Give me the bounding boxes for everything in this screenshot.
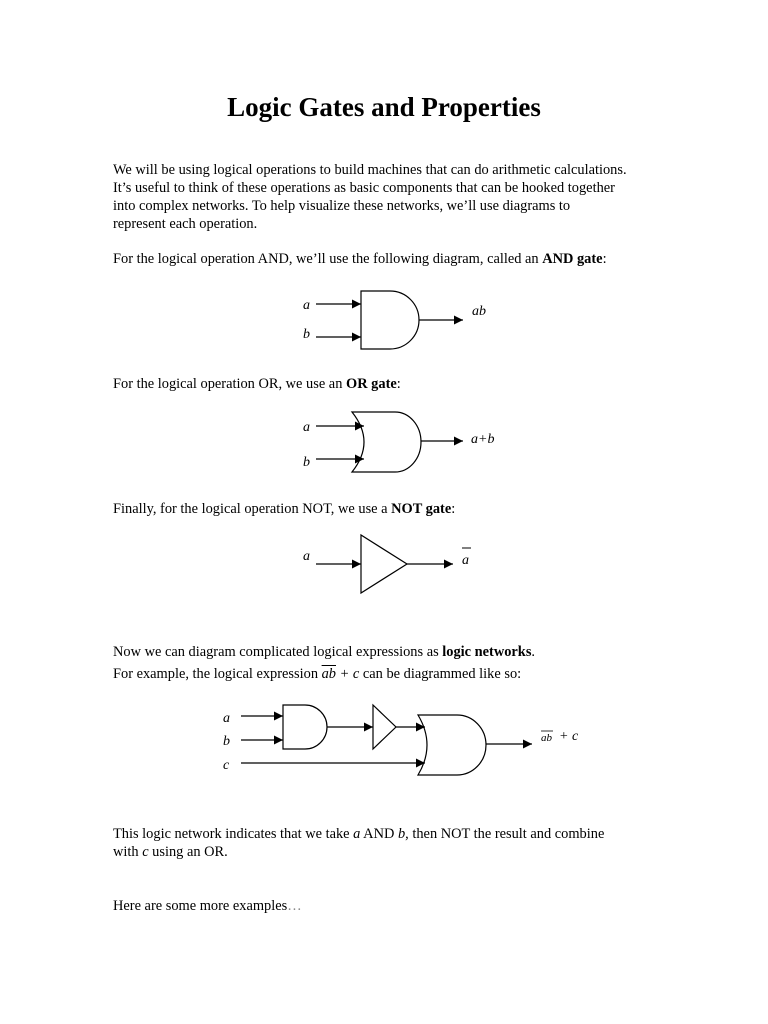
- network-output-rest-label: + c: [559, 729, 579, 744]
- and-input-a-label: a: [303, 298, 310, 313]
- not-gate-symbol: [361, 535, 407, 593]
- intro-line: We will be using logical operations to build machines that can do arithmetic calculations.: [113, 162, 627, 178]
- network-input-c-label: c: [223, 758, 230, 773]
- not-input-a-label: a: [303, 549, 310, 564]
- or-intro-text: For the logical operation OR, we use an OR gate:: [113, 376, 401, 392]
- logic-networks-term: logic networks: [442, 644, 532, 660]
- and-gate-term: AND gate: [542, 251, 603, 267]
- not-intro-text: Finally, for the logical operation NOT, we use a NOT gate:: [113, 501, 456, 517]
- and-input-b-label: b: [303, 327, 310, 342]
- or-gate-term: OR gate: [346, 376, 397, 392]
- expression-plus-c: + c: [336, 666, 360, 682]
- and-gate-diagram: [303, 291, 486, 349]
- network-input-b-label: b: [223, 734, 230, 749]
- page-title: Logic Gates and Properties: [227, 92, 541, 122]
- explanation-paragraph: This logic network indicates that we take a AND b, then NOT the result and combine with c using an OR.: [113, 826, 605, 860]
- network-intro-line2: For example, the logical expression $\overline{ab} + c$ can be diagrammed like so:: [113, 666, 522, 682]
- network-or-gate: [418, 715, 486, 775]
- intro-line: represent each operation.: [113, 216, 258, 232]
- or-gate-diagram: [303, 412, 494, 472]
- and-output-label: ab: [472, 304, 486, 319]
- network-intro-line1: Now we can diagram complicated logical expressions as logic networks.: [113, 644, 536, 660]
- intro-line: into complex networks. To help visualize these networks, we’ll use diagrams to: [113, 198, 571, 214]
- intro-line: It’s useful to think of these operations as basic components that can be hooked together: [113, 180, 615, 196]
- or-gate-symbol: [352, 412, 421, 472]
- network-output-ab-label: ab: [541, 732, 552, 744]
- and-intro-text: For the logical operation AND, we’ll use the following diagram, called an AND gate:: [113, 251, 607, 267]
- not-gate-diagram: [303, 535, 471, 593]
- logic-network-diagram: [223, 705, 579, 775]
- or-output-label: a+b: [471, 432, 495, 447]
- or-input-b-label: b: [303, 455, 310, 470]
- not-gate-term: NOT gate: [391, 501, 452, 517]
- network-input-a-label: a: [223, 711, 230, 726]
- network-not-gate: [373, 705, 396, 749]
- and-gate-symbol: [361, 291, 419, 349]
- closing-text: Here are some more examples…: [113, 898, 302, 914]
- or-input-a-label: a: [303, 420, 310, 435]
- network-and-gate: [283, 705, 327, 749]
- not-output-label: a: [462, 553, 469, 568]
- expression-ab-negated: $\overline{ab}$: [321, 666, 336, 682]
